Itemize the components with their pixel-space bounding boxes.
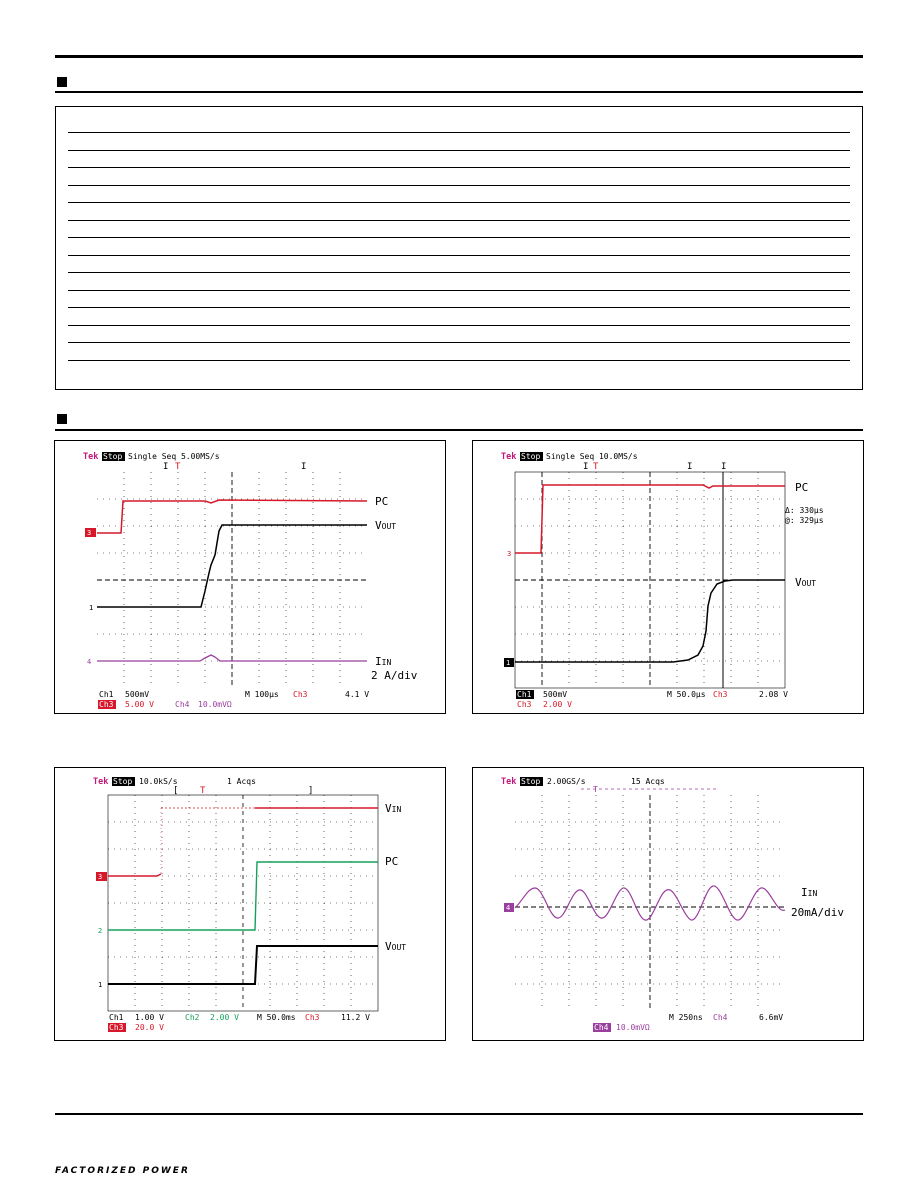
scope1-marker-4: 4 [87,658,92,666]
table-row-line [68,220,850,221]
svg-text:T: T [200,786,206,796]
svg-text:I: I [163,462,169,472]
scope3-label-pc: PC [385,855,399,868]
scope1-marker-1: 1 [89,604,94,612]
scope3-pc-trace [108,862,378,930]
scope1-ch1-label: Ch1 [99,690,114,699]
table-row-line [68,290,850,291]
scope-screenshot-2 [472,440,864,714]
scope3-state: Stop [113,777,133,786]
scope2-trig-ch: Ch3 [713,690,728,699]
svg-text:VIN [385,802,401,815]
scope4-state: Stop [521,777,541,786]
table-row-line [68,360,850,361]
scope4-trig-level: 6.6mV [759,1013,784,1022]
scope3-label-vin-sub: IN [391,805,402,814]
scope3-ch1-label: Ch1 [109,1013,124,1022]
table-row-line [68,202,850,203]
svg-text:T: T [175,462,181,472]
svg-text:I: I [687,462,693,472]
table-row-line [68,167,850,168]
scope1-status: Single Seq 5.00MS/s [128,452,220,461]
scope4-label-iin: I [801,886,808,899]
scope1-iin-scale: 2 A/div [371,669,418,682]
scope2-status: Single Seq 10.0MS/s [546,452,638,461]
spec-table [55,106,863,390]
scope1-trig-level: 4.1 V [345,690,370,699]
table-row-line [68,185,850,186]
svg-text:VOUT [375,519,396,532]
scope3-label-vout-sub: OUT [391,943,407,952]
scope-4-svg [473,768,863,1040]
scope3-marker-1: 1 [98,981,103,989]
scope1-ch3-scale: 5.00 V [125,700,154,709]
section-1-marker [57,77,67,87]
scope3-acqs: 1 Acqs [227,777,256,786]
table-row-line [68,272,850,273]
scope-screenshot-4 [472,767,864,1041]
scope2-at: @: 329µs [785,516,824,525]
scope2-pc-trace [515,485,785,553]
scope1-time: M 100µs [245,690,279,699]
table-row-line [68,132,850,133]
svg-text:IIN [801,886,817,899]
table-row-line [68,150,850,151]
scope3-trig-ch: Ch3 [305,1013,320,1022]
scope-screenshot-3 [54,767,446,1041]
scope2-time: M 50.0µs [667,690,706,699]
scope1-ch4-label: Ch4 [175,700,190,709]
svg-text:T: T [593,462,599,472]
scope2-state: Stop [521,452,541,461]
scope1-label-vout: V [375,519,382,532]
scope2-marker-3: 3 [507,550,512,558]
svg-text:VOUT [385,940,406,953]
table-row-line [68,342,850,343]
scope1-label-iin: I [375,655,382,668]
scope2-ch3-scale: 2.00 V [543,700,572,709]
scope-3-svg [55,768,445,1040]
scope3-trig-level: 11.2 V [341,1013,370,1022]
footer-logo: FACTORIZED POWER [55,1166,190,1176]
scope3-label-vin: V [385,802,392,815]
scope3-label-vout: V [385,940,392,953]
scope2-ch1-label: Ch1 [517,690,532,699]
svg-text:[: [ [173,786,179,796]
scope3-ch3-label: Ch3 [109,1023,124,1032]
scope2-ch1-scale: 500mV [543,690,568,699]
scope3-ch3-scale: 20.0 V [135,1023,164,1032]
svg-text:T: T [593,785,598,794]
scope3-marker-3: 3 [98,873,103,881]
table-row-line [68,325,850,326]
section-1-rule [55,91,863,93]
scope4-status: 2.00GS/s [547,777,586,786]
scope2-label-vout: V [795,576,802,589]
footer-rule [55,1113,863,1115]
section-2-marker [57,414,67,424]
table-row-line [68,255,850,256]
scope4-marker-4: 4 [506,904,511,912]
svg-text:]: ] [308,786,314,796]
scope2-ch3-label: Ch3 [517,700,532,709]
table-row-line [68,307,850,308]
scope4-time: M 250ns [669,1013,703,1022]
scope-screenshot-1 [54,440,446,714]
scope2-label-pc: PC [795,481,809,494]
table-row-line [68,237,850,238]
svg-text:I: I [301,462,307,472]
scope3-ch2-label: Ch2 [185,1013,200,1022]
svg-text:VOUT [795,576,816,589]
scope4-label-iin-sub: IN [807,889,818,898]
scope1-marker-3: 3 [87,529,92,537]
scope3-status: 10.0kS/s [139,777,178,786]
scope4-trig-ch: Ch4 [713,1013,728,1022]
header-rule [55,55,863,58]
scope-1-svg [55,441,445,713]
scope2-label-vout-sub: OUT [801,579,817,588]
scope1-trig-ch: Ch3 [293,690,308,699]
scope1-ch4-scale: 10.0mVΩ [198,700,232,709]
scope4-iin-scale: 20mA/div [791,906,844,919]
scope4-acqs: 15 Acqs [631,777,665,786]
scope4-ch4-label: Ch4 [594,1023,609,1032]
scope1-ch3-label: Ch3 [99,700,114,709]
svg-text:I: I [721,462,727,472]
scope1-state: Stop [103,452,123,461]
scope3-brand: Tek [93,777,109,787]
scope2-trig-level: 2.08 V [759,690,788,699]
scope4-brand: Tek [501,777,517,787]
scope3-time: M 50.0ms [257,1013,296,1022]
svg-text:IIN [375,655,391,668]
scope-2-svg [473,441,863,713]
scope1-brand: Tek [83,452,99,462]
scope1-label-pc: PC [375,495,389,508]
scope2-delta: Δ: 330µs [785,506,824,515]
scope3-ch2-scale: 2.00 V [210,1013,239,1022]
scope1-label-vout-sub: OUT [381,522,397,531]
scope4-ch4-scale: 10.0mVΩ [616,1023,650,1032]
section-2-rule [55,429,863,431]
svg-text:I: I [583,462,589,472]
scope2-marker-1: 1 [506,659,511,667]
scope3-ch1-scale: 1.00 V [135,1013,164,1022]
scope1-label-iin-sub: IN [381,658,392,667]
scope2-brand: Tek [501,452,517,462]
scope3-marker-2: 2 [98,927,103,935]
scope1-ch1-scale: 500mV [125,690,150,699]
